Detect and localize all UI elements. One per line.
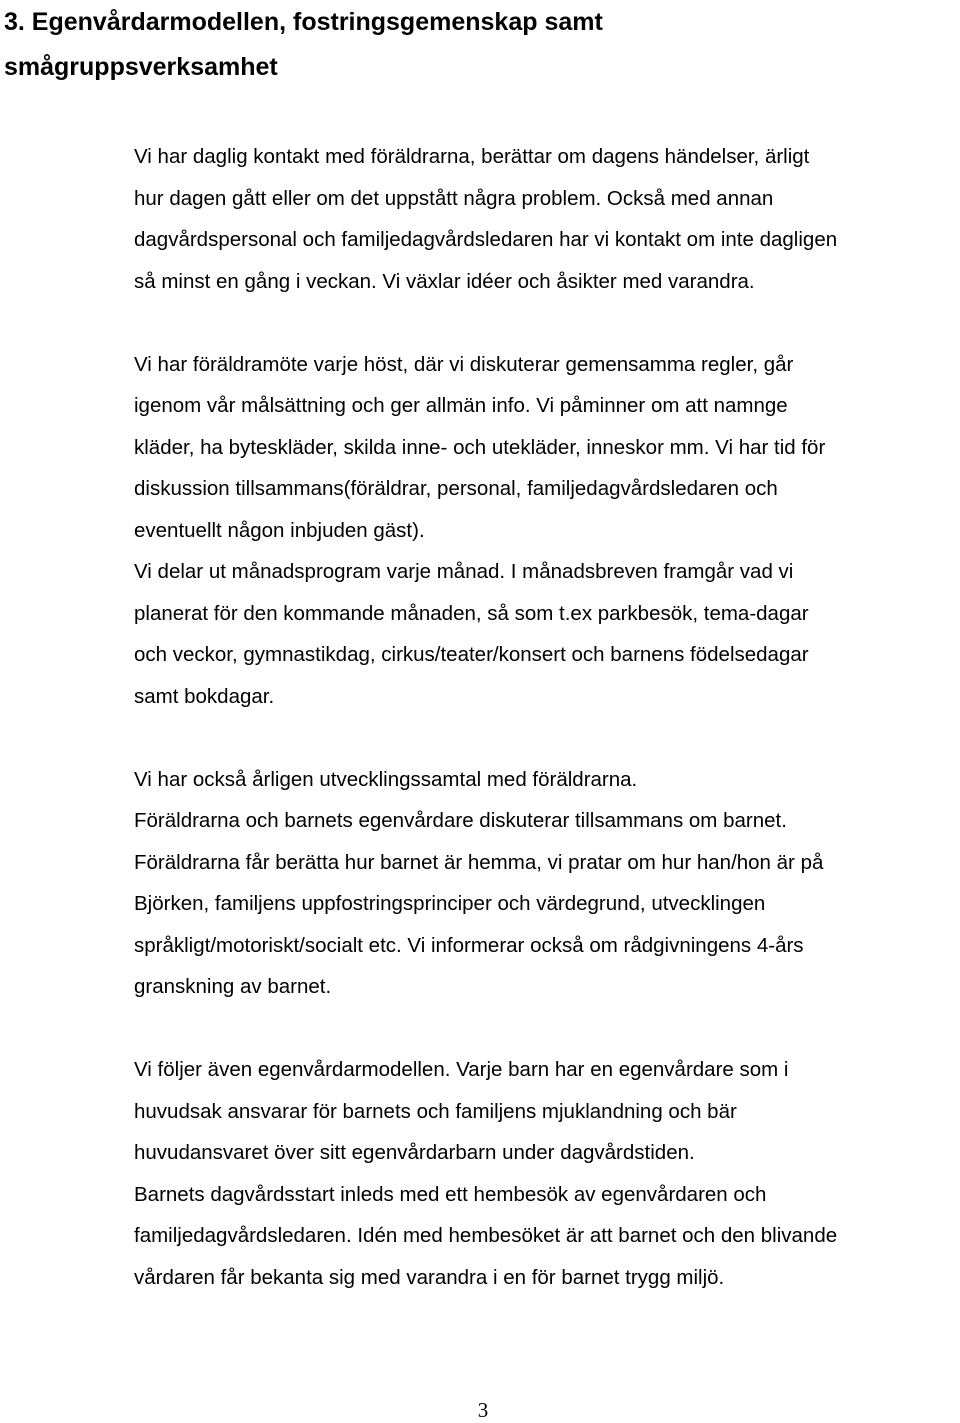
section-heading [4,0,944,90]
paragraph-gap [134,1008,960,1050]
heading-line: smågruppsverksamhet [4,53,278,81]
text-line: hur dagen gått eller om det uppstått några problem. Också med annan [134,186,774,210]
paragraph [134,344,960,718]
text-line: Vi har också årligen utvecklingssamtal med föräldrarna. [134,767,638,791]
heading-line: 3. Egenvårdarmodellen, fostringsgemenskap samt [4,8,603,36]
text-line: granskning av barnet. [134,975,332,998]
text-line: huvudsak ansvarar för barnets och familjens mjuklandning och bär [134,1099,737,1123]
text-line: eventuellt någon inbjuden gäst). [134,518,425,542]
text-line: Björken, familjens uppfostringsprinciper och värdegrund, utvecklingen [134,892,766,915]
text-line: vårdaren får bekanta sig med varandra i en för barnet trygg miljö. [134,1265,725,1289]
paragraph [134,1049,960,1298]
text-line: planerat för den kommande månaden, så som t.ex parkbesök, tema-dagar [134,601,809,625]
paragraph-gap [134,717,960,759]
text-line: Vi delar ut månadsprogram varje månad. I månadsbreven framgår vad vi [134,560,794,583]
text-line: Vi följer även egenvårdarmodellen. Varje barn har en egenvårdare som i [134,1058,789,1081]
text-line: Barnets dagvårdsstart inleds med ett hembesök av egenvårdaren och [134,1182,767,1206]
text-line: så minst en gång i veckan. Vi växlar idéer och åsikter med varandra. [134,269,755,293]
text-line: Vi har daglig kontakt med föräldrarna, berättar om dagens händelser, ärligt [134,145,810,168]
text-line: kläder, ha byteskläder, skilda inne- och utekläder, inneskor mm. Vi har tid för [134,435,826,459]
page-number: 3 [477,1398,489,1422]
text-line: huvudansvaret över sitt egenvårdarbarn under dagvårdstiden. [134,1141,695,1164]
paragraph [134,759,960,1008]
text-line: igenom vår målsättning och ger allmän info. Vi påminner om att namnge [134,394,788,417]
text-line: Föräldrarna och barnets egenvårdare diskuterar tillsammans om barnet. [134,809,787,832]
paragraph-gap [134,302,960,344]
paragraph [134,136,960,302]
text-line: familjedagvårdsledaren. Idén med hembesöket är att barnet och den blivande [134,1224,838,1247]
text-line: och veckor, gymnastikdag, cirkus/teater/konsert och barnens födelsedagar [134,643,809,666]
text-line: dagvårdspersonal och familjedagvårdsledaren har vi kontakt om inte dagligen [134,228,838,251]
text-line: språkligt/motoriskt/socialt etc. Vi informerar också om rådgivningens 4-års [134,933,804,957]
text-line: diskussion tillsammans(föräldrar, personal, familjedagvårdsledaren och [134,477,778,500]
document-body [134,136,960,1298]
text-line: samt bokdagar. [134,684,275,708]
text-line: Föräldrarna får berätta hur barnet är hemma, vi pratar om hur han/hon är på [134,850,824,874]
text-line: Vi har föräldramöte varje höst, där vi diskuterar gemensamma regler, går [134,352,794,376]
